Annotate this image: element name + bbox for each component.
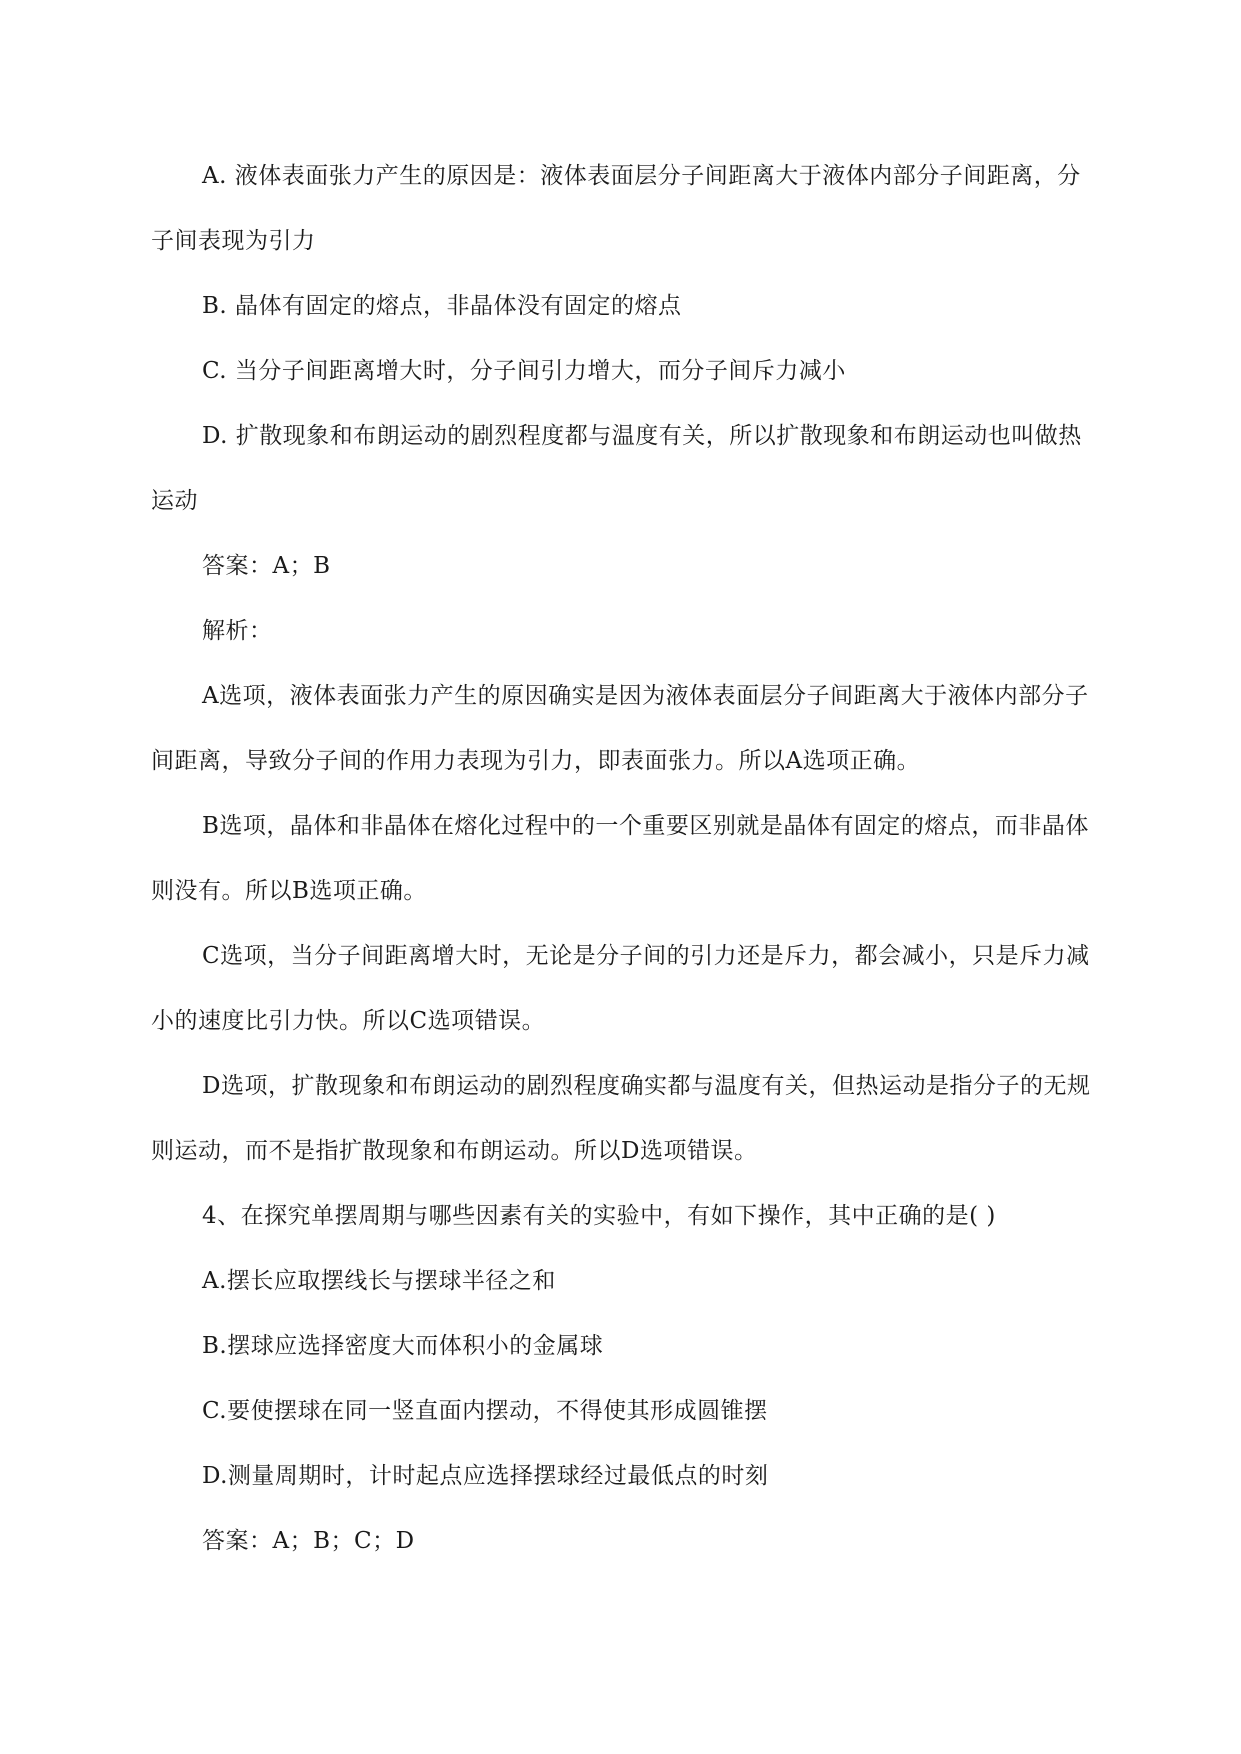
q4-answer: 答案：A；B；C；D	[202, 1528, 415, 1554]
q3-analysis-a: A选项，液体表面张力产生的原因确实是因为液体表面层分子间距离大于液体内部分子间距离，导致分子间的作用力表现为引力，即表面张力。所以A选项正确。	[151, 683, 1089, 774]
q4-option-b: B.摆球应选择密度大而体积小的金属球	[202, 1333, 604, 1359]
q3-analysis-d: D选项，扩散现象和布朗运动的剧烈程度确实都与温度有关，但热运动是指分子的无规则运动，而不是指扩散现象和布朗运动。所以D选项错误。	[151, 1073, 1091, 1164]
q4-question: 4、在探究单摆周期与哪些因素有关的实验中，有如下操作，其中正确的是( )	[202, 1203, 996, 1229]
q4-option-c: C.要使摆球在同一竖直面内摆动，不得使其形成圆锥摆	[202, 1398, 768, 1424]
document-page	[151, 144, 1101, 1574]
q3-analysis-label: 解析：	[202, 618, 273, 644]
q4-option-d: D.测量周期时，计时起点应选择摆球经过最低点的时刻	[202, 1463, 769, 1489]
q3-option-b: B. 晶体有固定的熔点，非晶体没有固定的熔点	[202, 293, 682, 319]
q3-analysis-b: B选项，晶体和非晶体在熔化过程中的一个重要区别就是晶体有固定的熔点，而非晶体则没有。所以B选项正确。	[151, 813, 1089, 904]
q3-option-a: A. 液体表面张力产生的原因是：液体表面层分子间距离大于液体内部分子间距离，分子间表现为引力	[151, 163, 1081, 254]
q3-option-d: D. 扩散现象和布朗运动的剧烈程度都与温度有关，所以扩散现象和布朗运动也叫做热运动	[151, 423, 1082, 514]
q4-option-a: A.摆长应取摆线长与摆球半径之和	[202, 1268, 556, 1294]
q3-answer: 答案：A；B	[202, 553, 331, 579]
q3-option-c: C. 当分子间距离增大时，分子间引力增大，而分子间斥力减小	[202, 358, 846, 384]
q3-analysis-c: C选项，当分子间距离增大时，无论是分子间的引力还是斥力，都会减小，只是斥力减小的速度比引力快。所以C选项错误。	[151, 943, 1090, 1034]
